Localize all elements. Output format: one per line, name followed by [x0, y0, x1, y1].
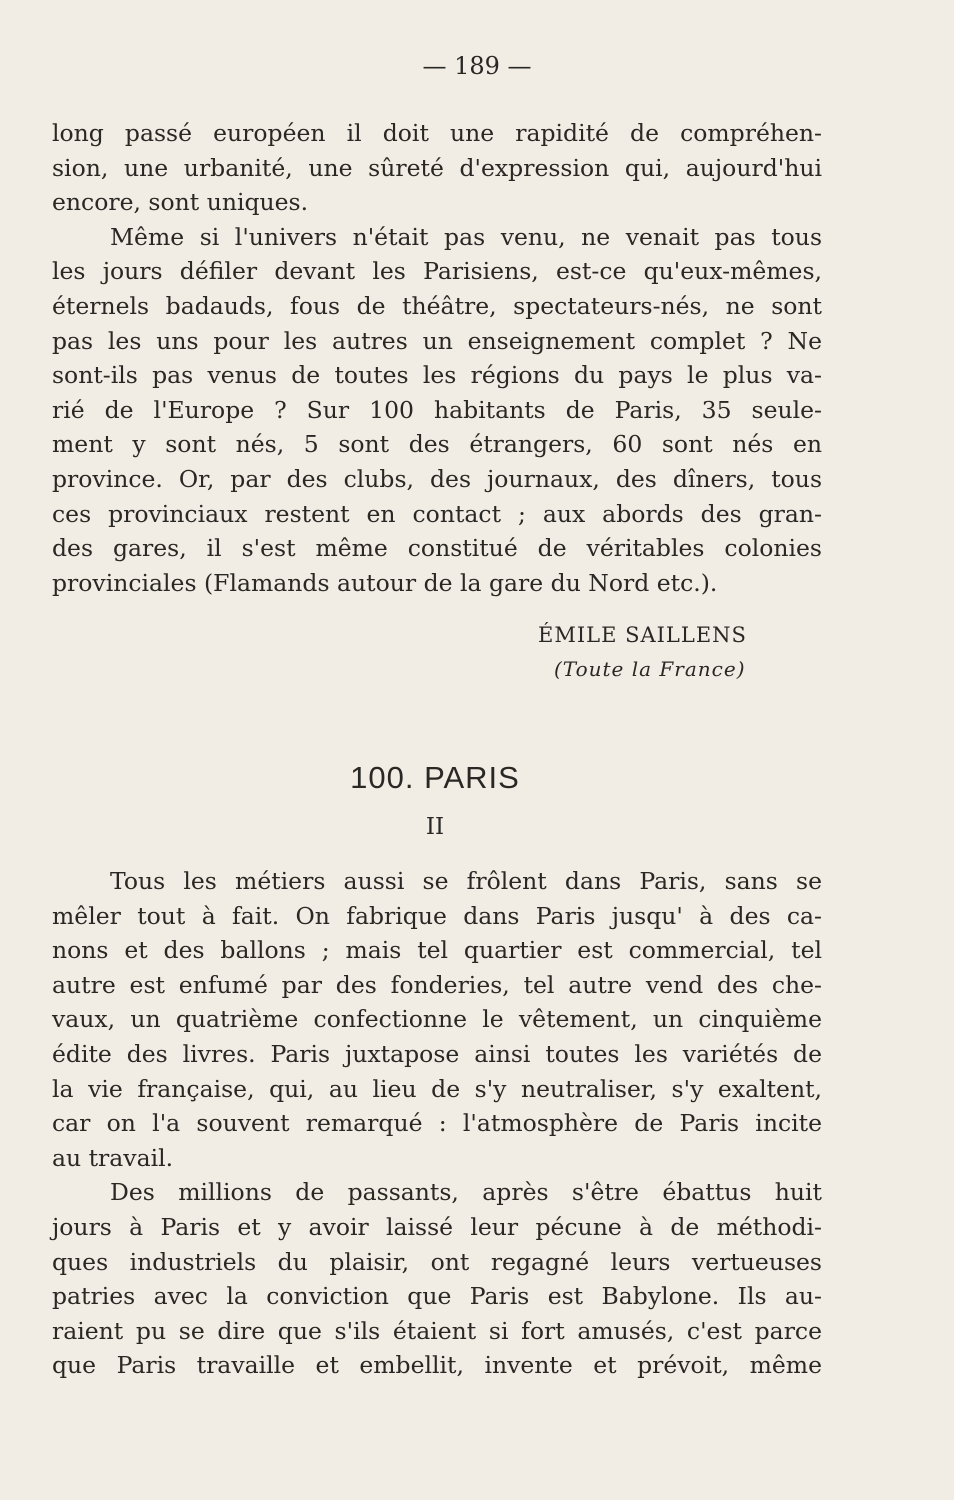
page-number: — 189 —	[422, 52, 532, 80]
text-line: rié de l'Europe ? Sur 100 habitants de Paris, 35 seule-	[52, 395, 822, 424]
text-line: long passé européen il doit une rapidité de compréhen-	[52, 119, 822, 147]
text-line: des gares, il s'est même constitué de véritables colonies	[52, 534, 822, 563]
text-line: province. Or, par des clubs, des journaux, des dîners, tous	[52, 464, 822, 493]
text-line: éternels badauds, fous de théâtre, spectateurs-nés, ne sont	[52, 291, 822, 320]
text-line: au travail.	[52, 1143, 174, 1172]
text-line: raient pu se dire que s'ils étaient si fort amusés, c'est parce	[52, 1316, 822, 1345]
text-line: sion, une urbanité, une sûreté d'expression qui, aujourd'hui	[52, 153, 822, 182]
chapter-subtitle: II	[425, 814, 445, 840]
text-line: Des millions de passants, après s'être ébattus huit	[110, 1178, 822, 1207]
text-line: ces provinciaux restent en contact ; aux abords des gran-	[52, 499, 822, 528]
text-line: jours à Paris et y avoir laissé leur pécune à de méthodi-	[52, 1212, 822, 1241]
continuation-text	[52, 116, 822, 600]
text-line: mêler tout à fait. On fabrique dans Paris jusqu' à des ca-	[52, 901, 822, 930]
text-line: Même si l'univers n'était pas venu, ne venait pas tous	[110, 222, 822, 251]
text-line: patries avec la conviction que Paris est Babylone. Ils au-	[52, 1282, 822, 1311]
text-line: ques industriels du plaisir, ont regagné leurs vertueuses	[52, 1247, 822, 1276]
text-line: vaux, un quatrième confectionne le vêtement, un cinquième	[52, 1005, 822, 1034]
chapter-text	[52, 864, 822, 1383]
author-name: ÉMILE SAILLENS	[538, 623, 747, 647]
chapter-title: 100. PARIS	[350, 760, 520, 795]
text-line: que Paris travaille et embellit, invente et prévoit, même	[52, 1351, 822, 1380]
text-line: encore, sont uniques.	[52, 188, 309, 217]
text-line: sont-ils pas venus de toutes les régions du pays le plus va-	[52, 361, 822, 390]
text-line: car on l'a souvent remarqué : l'atmosphère de Paris incite	[52, 1109, 822, 1138]
source-title: (Toute la France)	[554, 657, 746, 681]
text-line: nons et des ballons ; mais tel quartier est commercial, tel	[52, 936, 822, 965]
text-line: les jours défiler devant les Parisiens, est-ce qu'eux-mêmes,	[52, 257, 822, 286]
text-line: autre est enfumé par des fonderies, tel autre vend des che-	[52, 970, 822, 999]
text-line: pas les uns pour les autres un enseignement complet ? Ne	[52, 326, 822, 355]
text-line: ment y sont nés, 5 sont des étrangers, 60 sont nés en	[52, 430, 822, 459]
text-line: édite des livres. Paris juxtapose ainsi toutes les variétés de	[52, 1039, 822, 1068]
text-line: la vie française, qui, au lieu de s'y neutraliser, s'y exaltent,	[52, 1074, 822, 1103]
text-line: provinciales (Flamands autour de la gare du Nord etc.).	[52, 568, 718, 597]
text-line: Tous les métiers aussi se frôlent dans Paris, sans se	[110, 867, 822, 895]
